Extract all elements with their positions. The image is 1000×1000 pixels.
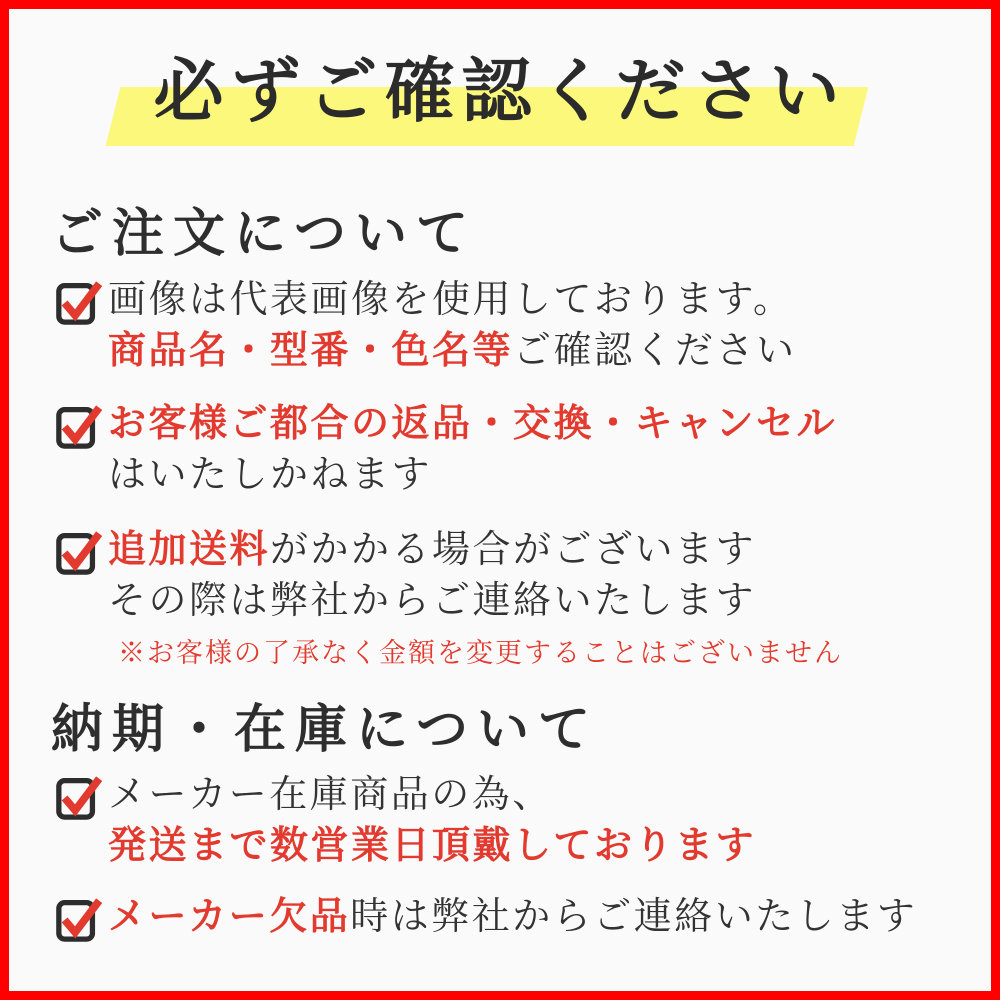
item-note: ※お客様の了承なく金額を変更することはございません <box>118 638 843 668</box>
item-text <box>108 275 797 377</box>
list-item <box>55 399 837 501</box>
text-segment-red: お客様ご都合の返品・交換・キャンセル <box>108 403 838 445</box>
checked-checkbox-icon <box>55 771 103 821</box>
section-heading-order: ご注文について <box>51 206 477 263</box>
list-item <box>55 275 797 377</box>
checked-checkbox-icon <box>55 276 103 326</box>
item-text <box>108 525 843 670</box>
item-line <box>108 525 843 576</box>
item-text <box>108 770 756 872</box>
title-block <box>9 39 991 159</box>
item-line <box>108 450 837 501</box>
text-segment: がかかる場合がございます <box>270 529 757 571</box>
list-item <box>55 892 917 943</box>
page-title: 必ずご確認ください <box>153 54 847 131</box>
text-segment: 時は弊社からご連絡いたします <box>350 896 918 938</box>
list-item <box>55 770 756 872</box>
item-line <box>108 821 756 872</box>
checked-checkbox-icon <box>55 893 103 943</box>
text-segment: 画像は代表画像を使用しております。 <box>108 279 794 321</box>
item-text <box>108 399 837 501</box>
item-line <box>108 399 837 450</box>
item-line <box>108 576 843 627</box>
text-segment: メーカー在庫商品の為、 <box>108 774 553 816</box>
section-heading-stock: 納期・在庫について <box>51 702 599 759</box>
text-segment-red: 発送まで数営業日頂戴しております <box>108 825 757 867</box>
text-segment: その際は弊社からご連絡いたします <box>108 580 757 622</box>
item-text <box>108 892 917 943</box>
item-line <box>108 892 917 943</box>
checked-checkbox-icon <box>55 400 103 450</box>
text-segment-red: 商品名・型番・色名等 <box>108 330 514 372</box>
item-line <box>108 326 797 377</box>
text-segment: ご確認ください <box>513 330 797 372</box>
text-segment-red: メーカー欠品 <box>108 896 351 938</box>
item-line <box>108 275 797 326</box>
checked-checkbox-icon <box>55 526 103 576</box>
list-item <box>55 525 843 670</box>
text-segment-red: 追加送料 <box>108 529 271 571</box>
item-line <box>108 770 756 821</box>
text-segment: はいたしかねます <box>108 454 433 496</box>
